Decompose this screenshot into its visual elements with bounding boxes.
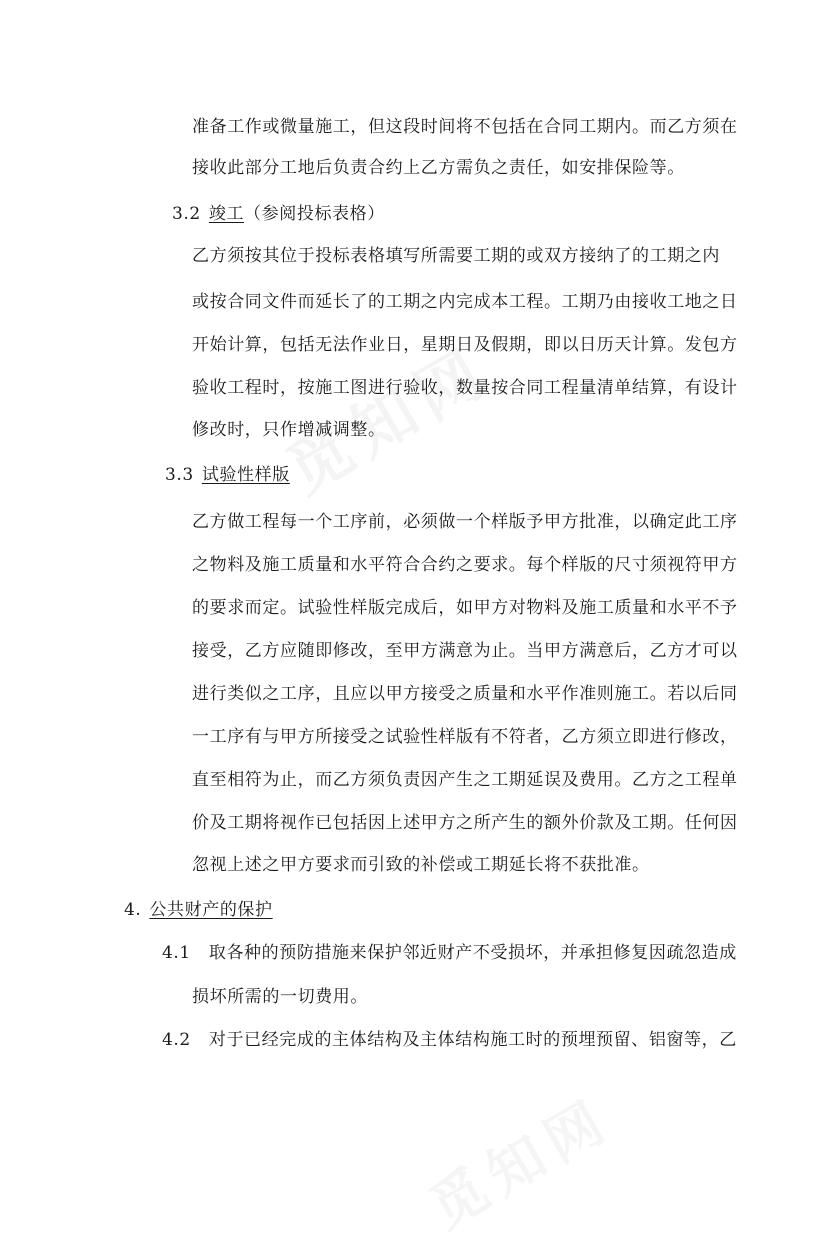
paragraph-line: 忽视上述之甲方要求而引致的补偿或工期延长将不获批准。: [192, 855, 650, 875]
section-title: 公共财产的保护: [149, 900, 273, 920]
paragraph-line: 接受，乙方应随即修改，至甲方满意为止。当甲方满意后，乙方才可以: [192, 641, 738, 661]
clause-4-1: [162, 941, 737, 965]
paragraph-line: 一工序有与甲方所接受之试验性样版有不符者，乙方须立即进行修改，: [192, 727, 738, 747]
paragraph-line: 验收工程时，按施工图进行验收，数量按合同工程量清单结算，有设计: [192, 378, 738, 398]
section-heading-3-3: [165, 463, 290, 487]
paragraph-line: 对于已经完成的主体结构及主体结构施工时的预埋预留、铝窗等，乙: [208, 1030, 737, 1050]
paragraph-line: 之物料及施工质量和水平符合合约之要求。每个样版的尺寸须视符甲方: [192, 555, 738, 575]
section-title: 竣工: [208, 204, 245, 224]
paragraph-line: 或按合同文件而延长了的工期之内完成本工程。工期乃由接收工地之日: [192, 292, 738, 312]
section-number: 3.2: [172, 204, 201, 224]
paragraph-line: 乙方做工程每一个工序前，必须做一个样版予甲方批准，以确定此工序: [192, 512, 738, 532]
section-number: 3.3: [165, 465, 194, 485]
paragraph-line: 进行类似之工序，且应以甲方接受之质量和水平作准则施工。若以后同: [192, 684, 738, 704]
section-title: 试验性样版: [201, 465, 290, 485]
section-title-note: （参阅投标表格）: [244, 204, 385, 224]
section-heading-3-2: [172, 202, 385, 226]
paragraph-line: 损坏所需的一切费用。: [192, 987, 368, 1007]
paragraph-line: 修改时，只作增减调整。: [192, 420, 386, 440]
paragraph-line: 准备工作或微量施工，但这段时间将不包括在合同工期内。而乙方须在: [192, 117, 738, 137]
section-number: 4.: [124, 900, 142, 920]
paragraph-line: 开始计算，包括无法作业日，星期日及假期，即以日历天计算。发包方: [192, 335, 738, 355]
paragraph-line: 直至相符为止，而乙方须负责因产生之工期延误及费用。乙方之工程单: [192, 770, 738, 790]
clause-4-2: [162, 1028, 737, 1052]
paragraph-line: 价及工期将视作已包括因上述甲方之所产生的额外价款及工期。任何因: [192, 813, 738, 833]
clause-number: 4.2: [162, 1030, 191, 1050]
paragraph-line: 乙方须按其位于投标表格填写所需要工期的或双方接纳了的工期之内: [192, 246, 720, 266]
paragraph-line: 取各种的预防措施来保护邻近财产不受损坏，并承担修复因疏忽造成: [208, 943, 737, 963]
paragraph-line: 接收此部分工地后负责合约上乙方需负之责任，如安排保险等。: [192, 158, 685, 178]
watermark-bottom: [413, 1076, 624, 1244]
clause-number: 4.1: [162, 943, 191, 963]
section-heading-4: [124, 898, 273, 922]
paragraph-line: 的要求而定。试验性样版完成后，如甲方对物料及施工质量和水平不予: [192, 598, 738, 618]
